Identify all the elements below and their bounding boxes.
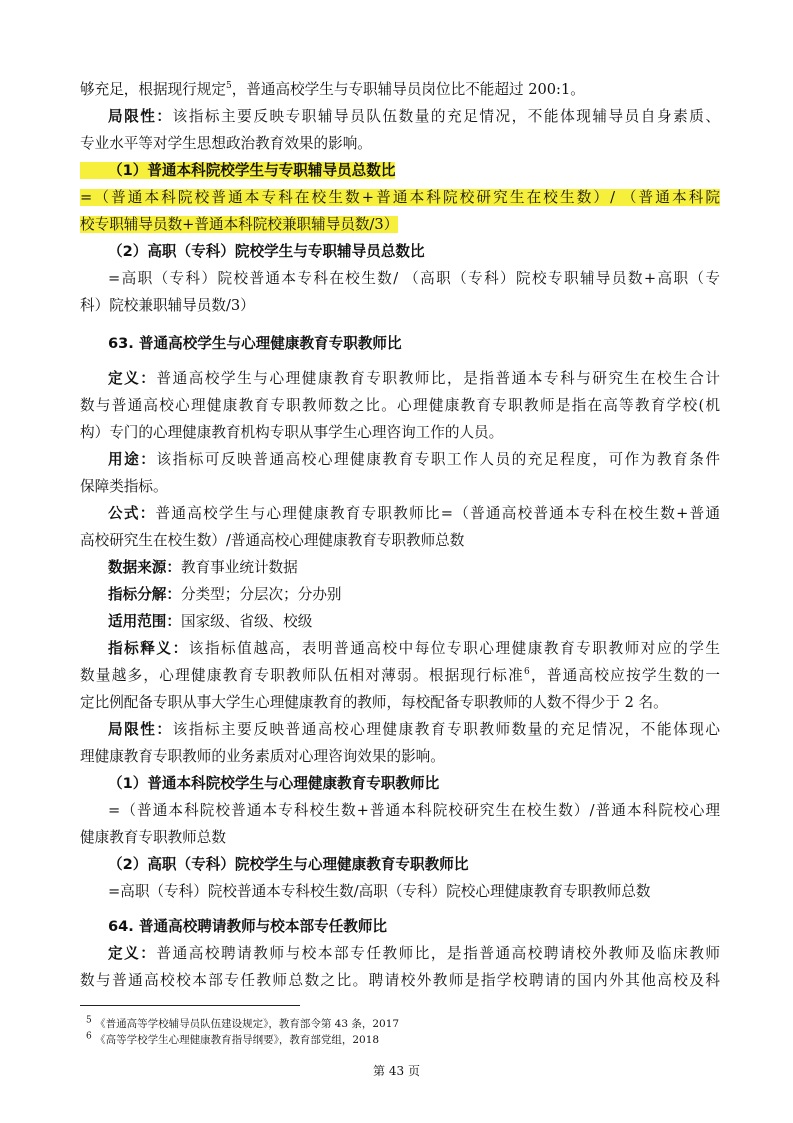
footnote-ref[interactable]: 6 <box>523 667 530 678</box>
subheading-undergrad-counselor: （1）普通本科院校学生与专职辅导员总数比 <box>80 161 720 181</box>
label-definition: 定义： <box>108 370 157 387</box>
definition-line: 定义：普通高校学生与心理健康教育专职教师比，是指普通本专科与研究生在校生合计 <box>108 370 720 387</box>
paragraph-line: 数与普通高校校本部专任教师总数之比。聘请校外教师是指学校聘请的国内外其他高校及科 <box>80 972 720 989</box>
footnote-5: $^5$ 《普通高等学校辅导员队伍建设规定》，教育部令第 43 条，2017 <box>86 1015 400 1030</box>
paragraph-line: 专业水平等对学生思想政治教育效果的影响。 <box>80 135 372 152</box>
formula-line: 科）院校兼职辅导员数/3） <box>80 297 255 314</box>
paragraph-line: 构）专门的心理健康教育机构专职从事学生心理咨询工作的人员。 <box>80 424 504 441</box>
formula-line: =高职（专科）院校普通本专科校生数/高职（专科）院校心理健康教育专职教师总数 <box>108 883 651 900</box>
breakdown-line: 指标分解：分类型；分层次；分办别 <box>108 586 342 603</box>
label-breakdown: 指标分解： <box>108 586 181 603</box>
footnote-ref[interactable]: 5 <box>225 81 232 92</box>
limitation-line: 局限性：该指标主要反映专职辅导员队伍数量的充足情况，不能体现辅导员自身素质、 <box>108 108 720 125</box>
interpretation-line: 指标释义：该指标值越高，表明普通高校中每位专职心理健康教育专职教师对应的学生 <box>108 640 720 657</box>
formula-label-line: 公式：普通高校学生与心理健康教育专职教师比=（普通高校普通本专科在校生数+普通 <box>108 505 720 522</box>
label-scope: 适用范围： <box>108 613 181 630</box>
formula-line: =高职（专科）院校普通本专科在校生数/ （高职（专科）院校专职辅导员数+高职（专 <box>108 270 720 287</box>
label-formula: 公式： <box>108 505 156 522</box>
label-data-source: 数据来源： <box>108 559 181 576</box>
page-number: 第 43 页 <box>373 1064 420 1078</box>
scope-line: 适用范围：国家级、省级、校级 <box>108 613 313 630</box>
subheading-vocational-psych: （2）高职（专科）院校学生与心理健康教育专职教师比 <box>108 856 469 873</box>
formula-line: 健康教育专职教师总数 <box>80 829 226 846</box>
formula-line-highlighted: 校专职辅导员数+普通本科院校兼职辅导员数/3） <box>80 216 399 233</box>
paragraph-line: 数量越多，心理健康教育专职教师队伍相对薄弱。根据现行标准$^6$，普通高校应按学生数的一 <box>80 667 720 684</box>
section-heading-63: 63. 普通高校学生与心理健康教育专职教师比 <box>108 335 402 352</box>
data-source-line: 数据来源：教育事业统计数据 <box>108 559 298 576</box>
subheading-undergrad-psych: （1）普通本科院校学生与心理健康教育专职教师比 <box>108 775 440 792</box>
paragraph-line: 保障类指标。 <box>80 478 168 495</box>
label-usage: 用途： <box>108 451 157 468</box>
label-limitation: 局限性： <box>108 108 173 125</box>
paragraph-line: 数与普通高校心理健康教育专职教师数之比。心理健康教育专职教师是指在高等教育学校(机 <box>80 397 720 414</box>
paragraph-line: 够充足，根据现行规定$^5$，普通高校学生与专职辅导员岗位比不能超过 200:1。 <box>80 81 585 98</box>
formula-line: =（普通本科院校普通本专科校生数+普通本科院校研究生在校生数）/普通本科院校心理 <box>108 802 720 819</box>
paragraph-line: 定比例配备专职从事大学生心理健康教育的教师，每校配备专职教师的人数不得少于 2 名。 <box>80 694 668 711</box>
usage-line: 用途：该指标可反映普通高校心理健康教育专职工作人员的充足程度，可作为教育条件 <box>108 451 720 468</box>
section-heading-64: 64. 普通高校聘请教师与校本部专任教师比 <box>108 918 388 935</box>
footnote-6: $^6$ 《高等学校学生心理健康教育指导纲要》，教育部党组，2018 <box>86 1031 380 1046</box>
formula-line-highlighted: =（普通本科院校普通本专科在校生数+普通本科院校研究生在校生数）/ （普通本科院 <box>80 189 720 206</box>
label-definition: 定义： <box>108 945 157 962</box>
subheading-vocational-counselor: （2）高职（专科）院校学生与专职辅导员总数比 <box>108 243 425 260</box>
footnote-divider <box>80 1005 300 1006</box>
definition-line: 定义：普通高校聘请教师与校本部专任教师比，是指普通高校聘请校外教师及临床教师 <box>108 945 720 962</box>
paragraph-line: 高校研究生在校生数）/普通高校心理健康教育专职教师总数 <box>80 532 465 549</box>
label-limitation: 局限性： <box>108 721 173 738</box>
limitation-line: 局限性：该指标主要反映普通高校心理健康教育专职教师数量的充足情况，不能体现心 <box>108 721 720 738</box>
label-interpretation: 指标释义： <box>108 640 189 657</box>
paragraph-line: 理健康教育专职教师的业务素质对心理咨询效果的影响。 <box>80 748 445 765</box>
